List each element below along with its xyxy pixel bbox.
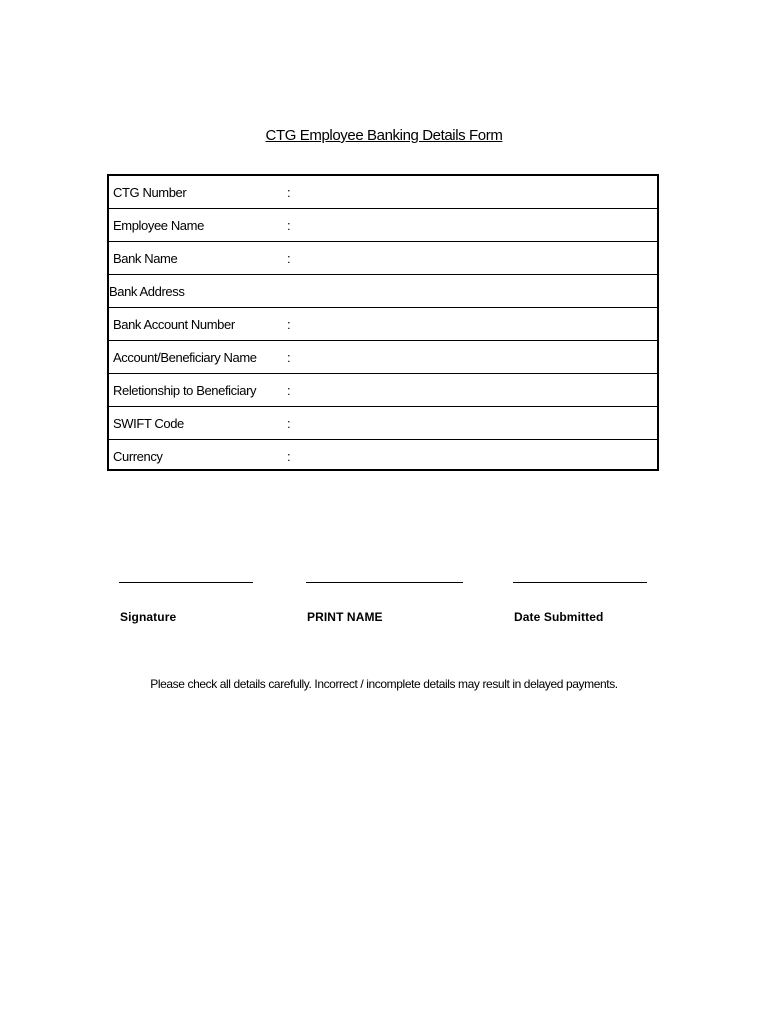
- field-label: Account/Beneficiary Name: [113, 350, 257, 365]
- field-separator: :: [287, 251, 291, 266]
- signature-label: Signature: [120, 610, 177, 624]
- signature-line[interactable]: [119, 570, 253, 583]
- field-separator: :: [287, 449, 291, 464]
- field-label: Bank Account Number: [113, 317, 235, 332]
- field-label: Bank Address: [109, 284, 185, 299]
- row-bank-account-number: [109, 308, 657, 341]
- field-label: CTG Number: [113, 185, 187, 200]
- payment-note: Please check all details carefully. Incorrect / incomplete details may result in delayed payments.: [150, 677, 618, 691]
- field-label: Currency: [113, 449, 163, 464]
- row-beneficiary-name: [109, 341, 657, 374]
- row-ctg-number: [109, 176, 657, 209]
- field-label: Bank Name: [113, 251, 178, 266]
- field-label: Reletionship to Beneficiary: [113, 383, 257, 398]
- date-submitted-label: Date Submitted: [514, 610, 604, 624]
- print-name-label: PRINT NAME: [307, 610, 383, 624]
- field-separator: :: [287, 350, 291, 365]
- date-submitted-line[interactable]: [513, 570, 647, 583]
- field-separator: :: [287, 317, 291, 332]
- row-swift-code: [109, 407, 657, 440]
- row-employee-name: [109, 209, 657, 242]
- form-title: CTG Employee Banking Details Form: [265, 127, 503, 144]
- row-relationship: [109, 374, 657, 407]
- field-separator: :: [287, 383, 291, 398]
- field-separator: :: [287, 185, 291, 200]
- print-name-line[interactable]: [306, 570, 463, 583]
- field-separator: :: [287, 218, 291, 233]
- field-label: SWIFT Code: [113, 416, 184, 431]
- banking-details-table: [107, 174, 659, 471]
- field-separator: :: [287, 416, 291, 431]
- row-currency: [109, 440, 657, 471]
- row-bank-name: [109, 242, 657, 275]
- row-bank-address: [109, 275, 657, 308]
- field-label: Employee Name: [113, 218, 204, 233]
